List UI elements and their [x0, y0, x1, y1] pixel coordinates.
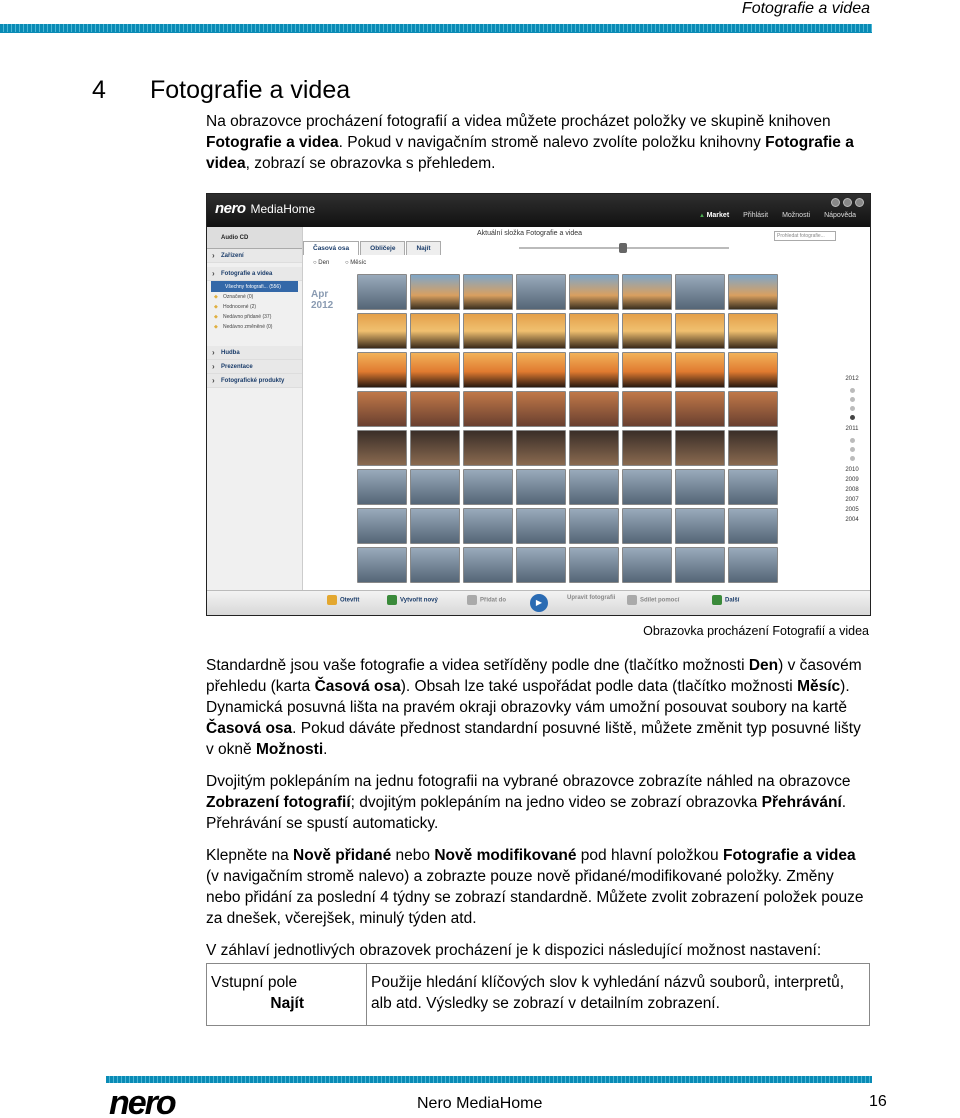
- action-bar: [207, 590, 870, 615]
- photo-thumbnail[interactable]: [622, 313, 672, 349]
- group-date: Apr 2012: [311, 289, 334, 311]
- photo-thumbnail[interactable]: [463, 352, 513, 388]
- photo-thumbnail[interactable]: [675, 274, 725, 310]
- photo-thumbnail[interactable]: [410, 469, 460, 505]
- footer-rule: [106, 1076, 872, 1083]
- app-titlebar: [207, 194, 870, 227]
- share-button[interactable]: Sdílet pomocí: [627, 595, 679, 605]
- photo-thumbnail[interactable]: [463, 274, 513, 310]
- photo-thumbnail[interactable]: [622, 274, 672, 310]
- breadcrumb: Aktuální složka Fotografie a videa: [477, 230, 583, 237]
- chapter-number: 4: [92, 76, 106, 104]
- photo-thumbnail[interactable]: [410, 508, 460, 544]
- photo-thumbnail[interactable]: [675, 547, 725, 583]
- photo-thumbnail[interactable]: [622, 430, 672, 466]
- minimize-icon: [831, 198, 840, 207]
- photo-thumbnail[interactable]: [357, 508, 407, 544]
- play-icon[interactable]: ▶: [530, 594, 548, 612]
- doubleclick-paragraph: Dvojitým poklepáním na jednu fotografii na vybrané obrazovce zobrazíte náhled na obrazovce Zobrazení fotografií; dvojitým poklepáním na jedno video se zobrazí obrazovka Přehrávání. Přehrávání se spustí automaticky.: [206, 773, 851, 832]
- photo-thumbnail[interactable]: [516, 469, 566, 505]
- zoom-slider[interactable]: [499, 243, 749, 253]
- photo-thumbnail[interactable]: [569, 352, 619, 388]
- photo-thumbnail[interactable]: [675, 313, 725, 349]
- photo-thumbnail[interactable]: [622, 508, 672, 544]
- footer-product: Nero MediaHome: [417, 1095, 543, 1112]
- photo-thumbnail[interactable]: [357, 274, 407, 310]
- create-new-button[interactable]: Vytvořit nový: [387, 595, 438, 605]
- nav-photo-products[interactable]: › Fotografické produkty: [207, 374, 302, 388]
- navigation-tree: [207, 227, 303, 598]
- photo-thumbnail[interactable]: [463, 469, 513, 505]
- new-items-paragraph: Klepněte na Nově přidané nebo Nově modifikované pod hlavní položkou Fotografie a videa (v navigačním stromě nalevo) a zobrazte pouze nově přidané/modifikované položky. Změny nebo přidání za poslední 4 týdny se zobrazí standardně. Můžete zvolit zobrazení položek pouze za dnešek, včerejšek, minulý týden atd.: [206, 847, 864, 927]
- photo-thumbnail[interactable]: [463, 430, 513, 466]
- photo-thumbnail[interactable]: [622, 352, 672, 388]
- search-input[interactable]: Prohledat fotografie...: [774, 231, 836, 241]
- window-buttons[interactable]: [831, 198, 864, 207]
- photo-thumbnail[interactable]: [410, 352, 460, 388]
- nav-rated[interactable]: ◆ Hodnocené (2): [207, 302, 302, 312]
- photo-thumbnail[interactable]: [728, 547, 778, 583]
- photo-thumbnail[interactable]: [516, 547, 566, 583]
- photo-thumbnail[interactable]: [357, 391, 407, 427]
- nav-market[interactable]: ▲ Market: [699, 212, 729, 219]
- photo-thumbnail[interactable]: [410, 274, 460, 310]
- photo-thumbnail[interactable]: [357, 313, 407, 349]
- app-screenshot: [206, 193, 871, 616]
- photo-thumbnail[interactable]: [569, 469, 619, 505]
- header-rule: [0, 24, 872, 32]
- options-table: [206, 963, 870, 1026]
- add-to-button[interactable]: Přidat do: [467, 595, 506, 605]
- chapter-heading: [92, 76, 350, 105]
- photo-thumbnail[interactable]: [410, 391, 460, 427]
- photo-thumbnail[interactable]: [516, 508, 566, 544]
- photo-thumbnail[interactable]: [357, 547, 407, 583]
- nav-audio-cd[interactable]: Audio CD: [207, 227, 302, 249]
- slider-handle: [619, 243, 627, 253]
- photo-thumbnail[interactable]: [728, 391, 778, 427]
- photo-thumbnail[interactable]: [357, 469, 407, 505]
- photo-thumbnail[interactable]: [569, 391, 619, 427]
- figure-caption: Obrazovka procházení Fotografií a videa: [643, 624, 869, 638]
- nav-devices[interactable]: › Zařízení: [207, 249, 302, 263]
- nav-music[interactable]: › Hudba: [207, 346, 302, 360]
- nav-recently-modified[interactable]: ◆ Nedávno změněné (0): [207, 322, 302, 332]
- option-desc-cell: Použije hledání klíčových slov k vyhledání názvů souborů, interpretů, alb atd. Výsledky se zobrazí v detailním zobrazení.: [367, 964, 870, 1026]
- photo-thumbnail[interactable]: [357, 352, 407, 388]
- sorting-paragraph: Standardně jsou vaše fotografie a videa setříděny podle dne (tlačítko možnosti Den) v časovém přehledu (karta Časová osa). Obsah lze také uspořádat podle data (tlačítko možnosti Měsíc). Dynamická posuvná lišta na pravém okraji obrazovky vám umožní posouvat soubory na kartě Časová osa. Pokud dáváte přednost standardní posuvné liště, můžete změnit typ posuvné lišty v okně Možnosti.: [206, 657, 862, 758]
- photo-thumbnail[interactable]: [675, 469, 725, 505]
- app-logo: nero MediaHome: [215, 200, 316, 217]
- folder-icon: [327, 595, 337, 605]
- add-icon: [467, 595, 477, 605]
- photo-thumbnail[interactable]: [516, 391, 566, 427]
- photo-thumbnail[interactable]: [463, 391, 513, 427]
- photo-thumbnail[interactable]: [410, 313, 460, 349]
- nav-options[interactable]: Možnosti: [782, 212, 811, 219]
- photo-thumbnail[interactable]: [569, 508, 619, 544]
- chapter-title: Fotografie a videa: [150, 76, 351, 104]
- photo-thumbnail[interactable]: [622, 469, 672, 505]
- edit-photo-button[interactable]: Upravit fotografii: [567, 595, 616, 601]
- header-rule-line: [0, 32, 872, 33]
- photo-thumbnail[interactable]: [569, 274, 619, 310]
- footer-logo: nero: [109, 1084, 175, 1118]
- page-number: 16: [869, 1093, 887, 1110]
- photo-thumbnail[interactable]: [516, 430, 566, 466]
- photo-thumbnail[interactable]: [622, 391, 672, 427]
- option-name-cell: Vstupní pole Najít: [207, 964, 367, 1026]
- photo-thumbnail[interactable]: [728, 469, 778, 505]
- timeline-scrollbar[interactable]: 2012 2011 2010 2009 2008 2007 2005 2004: [845, 376, 859, 523]
- tab-timeline[interactable]: Časová osa: [303, 241, 359, 255]
- photo-thumbnail[interactable]: [675, 352, 725, 388]
- photo-thumbnail[interactable]: [357, 430, 407, 466]
- photo-thumbnail[interactable]: [728, 313, 778, 349]
- tab-find[interactable]: Najít: [406, 241, 440, 255]
- photo-thumbnail[interactable]: [675, 430, 725, 466]
- grouping-radios: [313, 260, 380, 266]
- photo-thumbnail[interactable]: [728, 352, 778, 388]
- photo-thumbnail[interactable]: [728, 508, 778, 544]
- maximize-icon: [843, 198, 852, 207]
- photo-thumbnail[interactable]: [675, 508, 725, 544]
- close-icon: [855, 198, 864, 207]
- intro-paragraph: Na obrazovce procházení fotografií a videa můžete procházet položky ve skupině knihoven Fotografie a videa. Pokud v navigačním stromě nalevo zvolíte položku knihovny Fotografie a videa, zobrazí se obrazovka s přehledem.: [206, 113, 854, 172]
- photo-thumbnail[interactable]: [675, 391, 725, 427]
- header-options-paragraph: V záhlaví jednotlivých obrazovek procházení je k dispozici následující možnost nastavení:: [206, 942, 822, 959]
- nav-slideshow[interactable]: › Prezentace: [207, 360, 302, 374]
- photo-thumbnail[interactable]: [410, 430, 460, 466]
- tab-faces[interactable]: Obličeje: [360, 241, 405, 255]
- photo-thumbnail[interactable]: [463, 508, 513, 544]
- photo-thumbnail[interactable]: [516, 352, 566, 388]
- photo-thumbnail[interactable]: [410, 547, 460, 583]
- photo-thumbnail[interactable]: [569, 547, 619, 583]
- nav-help[interactable]: Nápověda: [824, 212, 856, 219]
- photo-thumbnail[interactable]: [728, 274, 778, 310]
- thumbnail-grid: [357, 274, 785, 594]
- photo-thumbnail[interactable]: [728, 430, 778, 466]
- nav-photos-videos[interactable]: › Fotografie a videa: [207, 267, 302, 281]
- arrow-up-icon: [712, 595, 722, 605]
- view-tabs: [303, 241, 442, 255]
- top-nav: [699, 212, 856, 219]
- share-icon: [627, 595, 637, 605]
- nav-login[interactable]: Přihlásit: [743, 212, 769, 219]
- photo-thumbnail[interactable]: [569, 313, 619, 349]
- photo-thumbnail[interactable]: [569, 430, 619, 466]
- table-row: [207, 964, 870, 1026]
- nav-all-photos[interactable]: Všechny fotografi... (556): [211, 281, 298, 292]
- nav-recently-added[interactable]: ◆ Nedávno přidané (37): [207, 312, 302, 322]
- photo-thumbnail[interactable]: [463, 313, 513, 349]
- photo-thumbnail[interactable]: [516, 274, 566, 310]
- nav-tagged[interactable]: ◆ Označené (0): [207, 292, 302, 302]
- photo-thumbnail[interactable]: [516, 313, 566, 349]
- create-icon: [387, 595, 397, 605]
- radio-day[interactable]: ○ Den: [313, 260, 329, 266]
- app-name: MediaHome: [250, 202, 316, 216]
- next-button[interactable]: Další: [712, 595, 739, 605]
- photo-thumbnail[interactable]: [463, 547, 513, 583]
- radio-month[interactable]: ○ Měsíc: [345, 260, 366, 266]
- running-header-title: Fotografie a videa: [741, 0, 870, 17]
- open-button[interactable]: Otevřít: [327, 595, 359, 605]
- photo-thumbnail[interactable]: [622, 547, 672, 583]
